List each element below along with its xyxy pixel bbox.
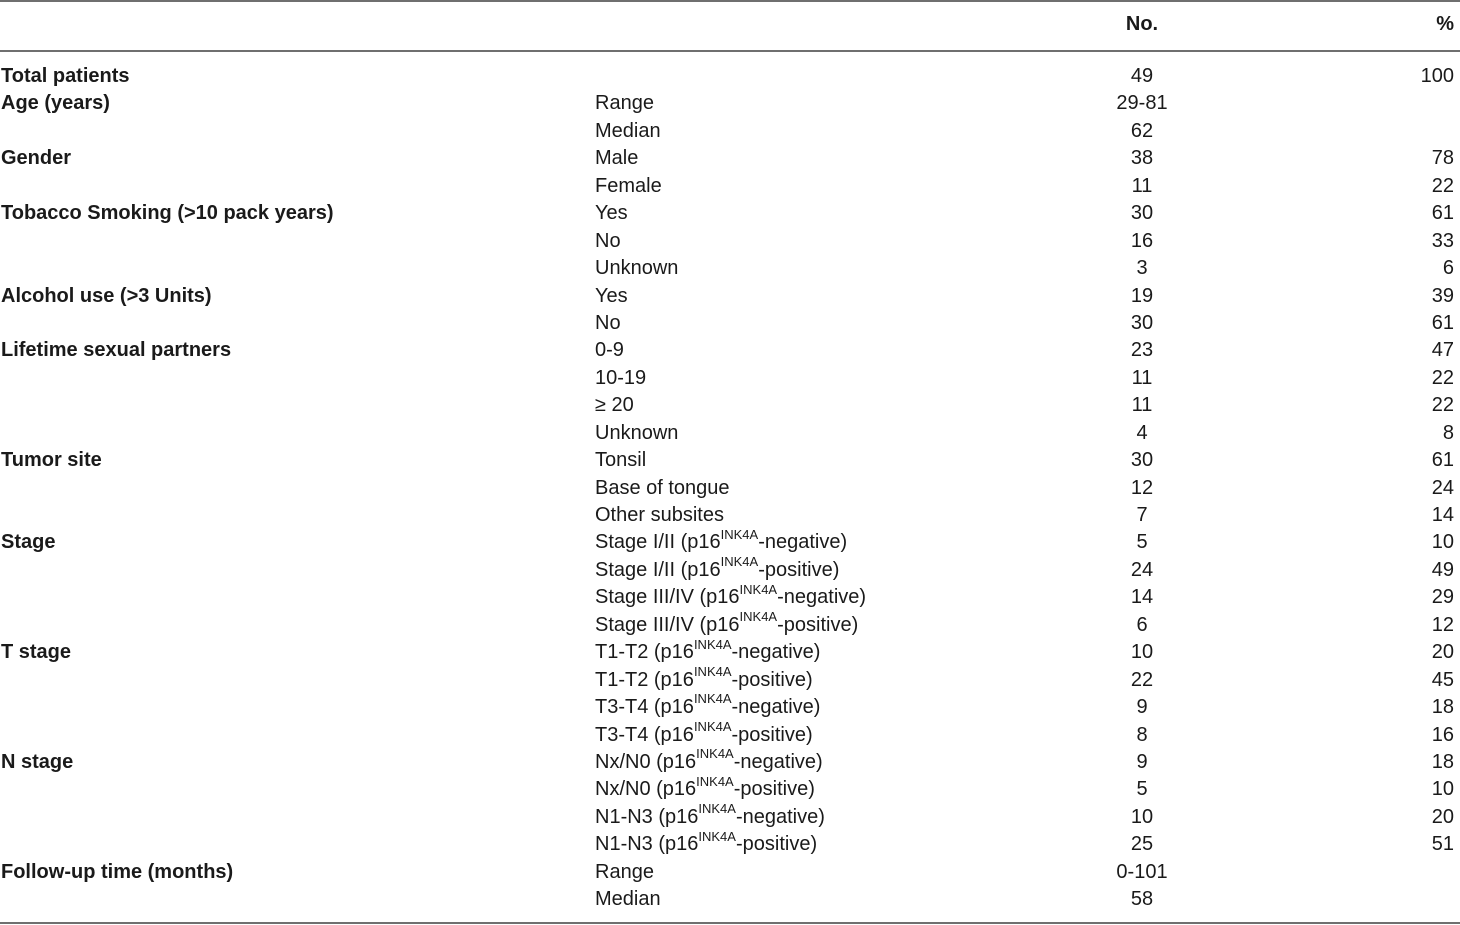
header-percent: % — [1436, 13, 1454, 35]
subcategory-text: Stage I/II (p16 — [595, 558, 721, 581]
subcategory-text-suffix: -negative) — [758, 531, 848, 554]
subcategory-cell — [595, 828, 818, 858]
count-cell: 0-101 — [1116, 860, 1168, 883]
table-row — [0, 636, 1460, 666]
table-row — [0, 447, 1460, 474]
characteristic-cell: Total patients — [1, 65, 130, 87]
subcategory-text: Nx/N0 (p16 — [595, 750, 697, 773]
subcategory-cell: Base of tongue — [595, 476, 730, 499]
percent-cell: 29 — [1431, 586, 1454, 609]
percent-cell: 22 — [1431, 366, 1454, 389]
percent-cell: 49 — [1431, 558, 1454, 581]
count-cell: 58 — [1130, 888, 1154, 911]
table-body — [0, 63, 1460, 914]
percent-cell: 22 — [1431, 174, 1454, 197]
subcategory-text: N1-N3 (p16 — [595, 833, 699, 856]
count-cell: 3 — [1136, 257, 1148, 280]
percent-cell: 33 — [1431, 229, 1454, 252]
percent-cell: 12 — [1431, 613, 1454, 636]
characteristic-cell: Tumor site — [1, 449, 102, 472]
subcategory-text-suffix: -negative) — [777, 586, 867, 609]
subcategory-text-suffix: -positive) — [777, 613, 859, 636]
subcategory-cell: Unknown — [595, 257, 679, 280]
table-row — [0, 859, 1460, 886]
table-row — [0, 554, 1460, 584]
subcategory-cell: Female — [595, 174, 662, 197]
count-cell: 11 — [1131, 366, 1153, 389]
count-cell: 62 — [1130, 119, 1154, 142]
count-cell: 30 — [1130, 449, 1154, 472]
subcategory-cell — [595, 581, 867, 611]
count-cell: 10 — [1130, 641, 1154, 664]
table-row — [0, 283, 1460, 310]
header-no: No. — [1125, 13, 1159, 35]
subcategory-text: N1-N3 (p16 — [595, 805, 699, 828]
subcategory-cell — [595, 746, 823, 776]
table-row — [0, 337, 1460, 364]
table-row — [0, 691, 1460, 721]
superscript-text: INK4A — [739, 609, 778, 625]
subcategory-cell: 10-19 — [595, 366, 647, 389]
count-cell: 25 — [1130, 833, 1154, 856]
superscript-text: INK4A — [720, 526, 759, 542]
subcategory-cell — [595, 609, 859, 639]
percent-cell: 10 — [1431, 531, 1454, 554]
table-row — [0, 200, 1460, 227]
count-cell: 49 — [1130, 65, 1154, 87]
percent-cell: 61 — [1431, 311, 1454, 334]
characteristic-cell: Lifetime sexual partners — [1, 339, 232, 362]
subcategory-cell — [595, 554, 840, 584]
superscript-text: INK4A — [696, 746, 734, 762]
subcategory-cell: 0-9 — [595, 339, 624, 362]
subcategory-cell — [595, 663, 813, 694]
count-cell: 30 — [1130, 311, 1154, 334]
subcategory-cell — [595, 773, 815, 803]
subcategory-cell: Tonsil — [595, 449, 647, 472]
superscript-text: INK4A — [693, 691, 732, 707]
percent-cell: 20 — [1431, 805, 1454, 828]
subcategory-text-suffix: -negative) — [733, 750, 823, 773]
table-header — [0, 0, 1460, 50]
subcategory-cell: Yes — [595, 284, 628, 307]
superscript-text: INK4A — [693, 636, 732, 652]
table-row — [0, 420, 1460, 447]
count-cell: 11 — [1131, 174, 1153, 197]
subcategory-text: Stage III/IV (p16 — [595, 586, 740, 609]
characteristic-cell: Follow-up time (months) — [1, 860, 234, 883]
table-row — [0, 828, 1460, 858]
subcategory-cell — [595, 718, 813, 749]
table-header-rule — [0, 50, 1460, 52]
table-row — [0, 609, 1460, 639]
subcategory-text: Stage III/IV (p16 — [595, 613, 740, 636]
table-row — [0, 145, 1460, 172]
percent-cell: 6 — [1442, 257, 1454, 280]
subcategory-text-suffix: -positive) — [758, 558, 840, 581]
subcategory-text: T3-T4 (p16 — [595, 723, 694, 746]
table-row — [0, 663, 1460, 694]
percent-cell: 20 — [1431, 641, 1454, 664]
subcategory-cell: Yes — [595, 202, 628, 225]
subcategory-cell: Other subsites — [595, 504, 724, 526]
superscript-text: INK4A — [698, 801, 736, 817]
table-row — [0, 118, 1460, 145]
count-cell: 19 — [1130, 284, 1154, 307]
percent-cell: 45 — [1431, 668, 1454, 691]
percent-cell: 100 — [1420, 65, 1454, 87]
table-row — [0, 228, 1460, 255]
count-cell: 10 — [1130, 805, 1154, 828]
count-cell: 23 — [1130, 339, 1154, 362]
percent-cell: 16 — [1431, 723, 1454, 746]
percent-cell: 61 — [1431, 449, 1454, 472]
table-row — [0, 886, 1460, 913]
table-row — [0, 801, 1460, 831]
count-cell: 8 — [1136, 723, 1148, 746]
characteristic-cell: Age (years) — [1, 92, 110, 115]
percent-cell: 10 — [1431, 778, 1454, 801]
count-cell: 30 — [1130, 202, 1154, 225]
table-row — [0, 502, 1460, 529]
subcategory-cell: Range — [595, 860, 654, 883]
percent-cell: 18 — [1431, 696, 1454, 719]
count-cell: 9 — [1136, 750, 1148, 773]
percent-cell: 47 — [1431, 339, 1454, 362]
percent-cell: 18 — [1431, 750, 1454, 773]
table-row — [0, 746, 1460, 776]
table-row — [0, 392, 1460, 419]
subcategory-cell: ≥ 20 — [595, 394, 634, 417]
table-row — [0, 255, 1460, 282]
subcategory-text-suffix: -positive) — [731, 668, 813, 691]
table-row — [0, 90, 1460, 117]
subcategory-cell: Median — [595, 888, 661, 911]
subcategory-text: T1-T2 (p16 — [595, 668, 694, 691]
count-cell: 14 — [1130, 586, 1154, 609]
table-row — [0, 526, 1460, 556]
superscript-text: INK4A — [693, 718, 732, 734]
subcategory-text: T3-T4 (p16 — [595, 696, 694, 719]
table-row — [0, 173, 1460, 200]
subcategory-cell — [595, 691, 821, 721]
subcategory-cell — [595, 526, 848, 556]
characteristic-cell: Tobacco Smoking (>10 pack years) — [1, 202, 334, 225]
count-cell: 6 — [1136, 613, 1148, 636]
count-cell: 7 — [1136, 504, 1148, 526]
count-cell: 24 — [1130, 558, 1154, 581]
subcategory-text: T1-T2 (p16 — [595, 641, 694, 664]
percent-cell: 22 — [1431, 394, 1454, 417]
table-row — [0, 475, 1460, 502]
subcategory-text: Stage I/II (p16 — [595, 531, 721, 554]
superscript-text: INK4A — [693, 663, 732, 679]
subcategory-text: Nx/N0 (p16 — [595, 778, 697, 801]
count-cell: 5 — [1136, 778, 1148, 801]
count-cell: 11 — [1131, 394, 1153, 417]
percent-cell: 24 — [1431, 476, 1454, 499]
count-cell: 38 — [1130, 147, 1154, 170]
subcategory-text-suffix: -negative) — [735, 805, 825, 828]
percent-cell: 61 — [1431, 202, 1454, 225]
characteristic-cell: Gender — [1, 147, 72, 170]
subcategory-cell — [595, 636, 821, 666]
subcategory-cell: Unknown — [595, 421, 679, 444]
percent-cell: 8 — [1442, 421, 1454, 444]
characteristic-cell: Alcohol use (>3 Units) — [1, 284, 212, 307]
subcategory-text-suffix: -negative) — [731, 696, 821, 719]
count-cell: 5 — [1136, 531, 1148, 554]
count-cell: 29-81 — [1116, 92, 1168, 115]
superscript-text: INK4A — [698, 828, 736, 844]
characteristic-cell: N stage — [1, 750, 74, 773]
count-cell: 22 — [1130, 668, 1154, 691]
subcategory-text-suffix: -positive) — [735, 833, 818, 856]
percent-cell: 51 — [1431, 833, 1454, 856]
table-bottom-rule — [0, 922, 1460, 924]
subcategory-text-suffix: -positive) — [731, 723, 813, 746]
superscript-text: INK4A — [696, 773, 734, 789]
count-cell: 12 — [1130, 476, 1154, 499]
subcategory-cell: No — [595, 229, 621, 252]
subcategory-text-suffix: -positive) — [733, 778, 815, 801]
table-row — [0, 310, 1460, 337]
count-cell: 4 — [1136, 421, 1148, 444]
superscript-text: INK4A — [739, 581, 778, 597]
count-cell: 16 — [1130, 229, 1154, 252]
percent-cell: 14 — [1431, 504, 1454, 526]
table-row — [0, 773, 1460, 803]
table-row — [0, 718, 1460, 749]
superscript-text: INK4A — [720, 554, 759, 570]
subcategory-cell: Range — [595, 92, 654, 115]
subcategory-cell: No — [595, 311, 621, 334]
subcategory-cell — [595, 801, 825, 831]
percent-cell: 39 — [1431, 284, 1454, 307]
characteristic-cell: T stage — [1, 641, 72, 664]
table-row — [0, 581, 1460, 611]
subcategory-text-suffix: -negative) — [731, 641, 821, 664]
characteristic-cell: Stage — [1, 531, 56, 554]
subcategory-cell: Male — [595, 147, 639, 170]
percent-cell: 78 — [1431, 147, 1454, 170]
table-row — [0, 63, 1460, 90]
table-row — [0, 365, 1460, 392]
count-cell: 9 — [1136, 696, 1148, 719]
subcategory-cell: Median — [595, 119, 661, 142]
